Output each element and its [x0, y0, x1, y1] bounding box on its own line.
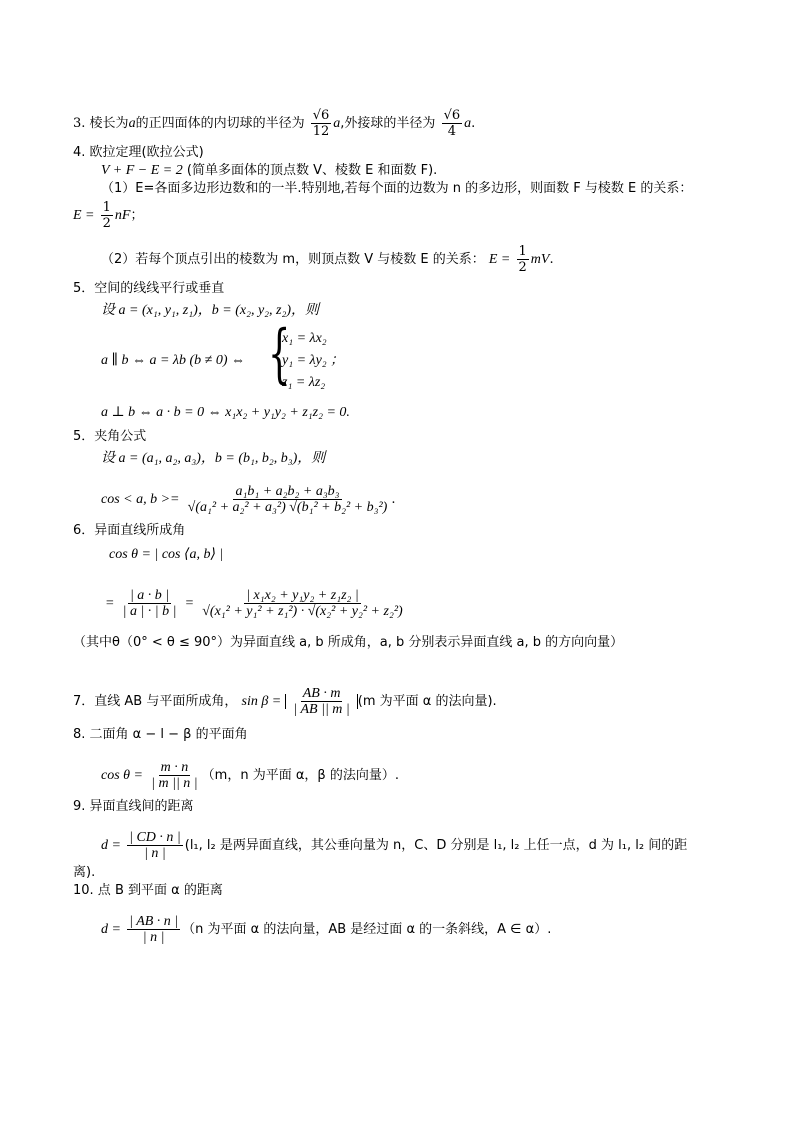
skew-angle-line-2: = $\frac{| a \cdot b |}{| a | \cdot | b |}$ = $\frac{\text{| x₁x₂ + y₁y₂ + z₁z₂ |}}{\text{√(x₁² + y₁² + z₁²) · √(x₂² + y₂² + z₂²)}}$: [105, 588, 403, 619]
inscribed-radius-fraction: $\frac{√6}{12}$: [312, 108, 330, 139]
item-4-part-1-formula: E = $\frac{1}{2}$ nF；: [73, 200, 144, 231]
item-3-text-b: 的正四面体的内切球的半径为: [135, 116, 305, 131]
skew-distance-formula: d = $\frac{| CD \cdot n |}{| n |}$ (l₁, l₂ 是两异面直线，其公垂向量为 n，C、D 分别是 l₁, l₂ 上任一点，d 为 l₁, l₂ 间的距: [101, 830, 688, 861]
cases-brace: {: [268, 317, 291, 391]
dihedral-fraction: $\frac{m \cdot n}{| m || n |}$: [151, 760, 198, 791]
item-4-part-1: （1）E=各面多边形边数和的一半.特别地,若每个面的边数为 n 的多边形，则面数 F 与棱数 E 的关系：: [101, 181, 693, 196]
item-3-text-a: 棱长为: [89, 116, 129, 131]
case-y: y₁ = λy₂ ；: [282, 353, 345, 368]
one-half-fraction-2: $\frac{1}{2}$: [518, 244, 527, 275]
skew-distance-fraction: $\frac{| CD \cdot n |}{| n |}$: [129, 830, 181, 861]
skew-distance-note-cont: 离).: [73, 865, 96, 880]
euler-formula-line: [101, 162, 437, 180]
skew-angle-line-1: cos θ = | cos ⟨a, b⟩ |: [109, 547, 224, 562]
case-z: z₁ = λz₂: [282, 375, 326, 390]
line-plane-fraction: $\frac{AB \cdot m}{| AB || m |}$: [293, 686, 350, 717]
item-5a-heading: 5．空间的线线平行或垂直: [73, 281, 225, 296]
perpendicular-condition: a ⊥ b ⇔ a · b = 0 ⇔ x₁x₂ + y₁y₂ + z₁z₂ = 0.: [101, 405, 350, 420]
circumscribed-radius-fraction: $\frac{√6}{4}$: [443, 108, 461, 139]
item-3-var-a: a: [128, 116, 136, 131]
dihedral-formula: cos θ = $\frac{m \cdot n}{| m || n |}$ （m，n 为平面 α，β 的法向量）.: [101, 760, 399, 791]
vector-setup-2: 设 a = (a₁, a₂, a₃)，b = (b₁, b₂, b₃)，则: [101, 451, 326, 466]
item-4-heading: 4. 欧拉定理(欧拉公式): [73, 145, 204, 160]
point-plane-fraction: $\frac{| AB \cdot n |}{| n |}$: [129, 914, 179, 945]
case-x: x₁ = λx₂: [282, 331, 327, 346]
skew-angle-fraction-2: $\frac{\text{| x₁x₂ + y₁y₂ + z₁z₂ |}}{\text{√(x₁² + y₁² + z₁²) · √(x₂² + y₂² + z₂²)}}$: [202, 588, 403, 619]
item-4-part-2: （2）若每个顶点引出的棱数为 m，则顶点数 V 与棱数 E 的关系： E = $\frac{1}{2}$ mV.: [101, 244, 554, 275]
item-8-heading: 8. 二面角 α − l − β 的平面角: [73, 727, 248, 742]
angle-fraction: $\frac{\text{a₁b₁ + a₂b₂ + a₃b₃}}{\text{√(a₁² + a₂² + a₃²) √(b₁² + b₂² + b₃²)}}$: [187, 484, 388, 515]
point-plane-distance-formula: d = $\frac{| AB \cdot n |}{| n |}$ （n 为平面 α 的法向量，AB 是经过面 α 的一条斜线，A ∈ α）.: [101, 914, 552, 945]
item-3: 3. 棱长为a的正四面体的内切球的半径为 $\frac{√6}{12}$ a,外接球的半径为 $\frac{√6}{4}$ a.: [73, 108, 476, 139]
euler-formula-note: (简单多面体的顶点数 V、棱数 E 和面数 F).: [186, 163, 438, 178]
one-half-fraction: $\frac{1}{2}$: [102, 200, 111, 231]
item-7: 7．直线 AB 与平面所成角， sin β = $\frac{AB \cdot m}{| AB || m |}$ (m 为平面 α 的法向量).: [73, 686, 497, 717]
euler-formula: V + F − E = 2: [101, 163, 183, 178]
skew-angle-note: （其中θ（0° < θ ≤ 90°）为异面直线 a, b 所成角，a, b 分别表示异面直线 a, b 的方向向量）: [73, 635, 624, 650]
item-9-heading: 9. 异面直线间的距离: [73, 799, 194, 814]
vector-setup-1: 设 a = (x₁, y₁, z₁)，b = (x₂, y₂, z₂)，则: [101, 303, 319, 318]
item-3-text-c: ,外接球的半径为: [340, 116, 436, 131]
item-5b-heading: 5．夹角公式: [73, 429, 147, 444]
skew-angle-fraction-1: $\frac{| a \cdot b |}{| a | \cdot | b |}$: [122, 588, 177, 619]
item-6-heading: 6．异面直线所成角: [73, 523, 186, 538]
item-3-number: 3.: [73, 116, 86, 131]
item-10-heading: 10. 点 B 到平面 α 的距离: [73, 883, 223, 898]
angle-formula: cos < a, b >= $\frac{\text{a₁b₁ + a₂b₂ + a₃b₃}}{\text{√(a₁² + a₂² + a₃²) √(b₁² + b₂² + b₃²)}}$ .: [101, 484, 396, 515]
parallel-condition: a ∥ b ⇔ a = λb (b ≠ 0) ⇔: [101, 353, 245, 368]
